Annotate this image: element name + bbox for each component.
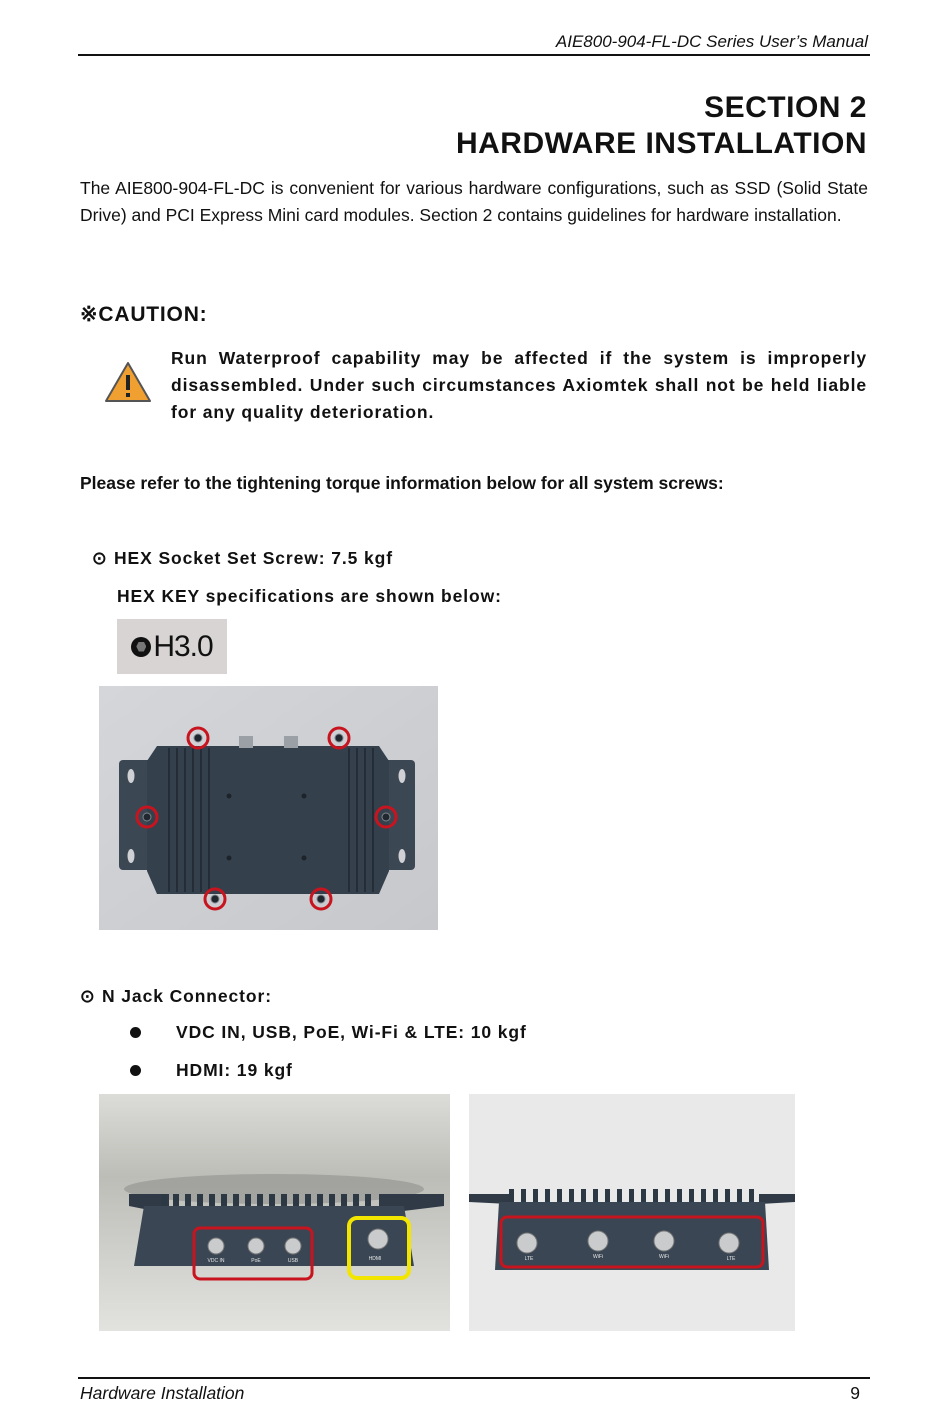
connector-label: LTE: [726, 1256, 736, 1262]
connector-label: USB: [287, 1258, 299, 1264]
torque-note: Please refer to the tightening torque information below for all system screws:: [80, 473, 724, 493]
connector-label: HDMI: [368, 1256, 382, 1262]
footer-divider: [78, 1377, 870, 1379]
device-bottom-photo: [99, 686, 438, 930]
section-number: SECTION 2: [704, 91, 867, 124]
target-bullet-icon: ⊙: [92, 548, 108, 568]
connector-label: WiFi: [593, 1254, 603, 1260]
front-connectors-photo: [99, 1094, 450, 1331]
connector-label: VDC IN: [207, 1258, 225, 1264]
connector-label: PoE: [251, 1258, 261, 1264]
list-item-text: HDMI: 19 kgf: [176, 1060, 293, 1080]
caution-text: Run Waterproof capability may be affected if the system is improperly disassembled. Under such circumstances Axiomtek shall not be held liable for any quality deterioration.: [171, 348, 867, 422]
target-bullet-icon: ⊙: [80, 986, 96, 1006]
hex-screw-heading-text: HEX Socket Set Screw: 7.5 kgf: [114, 548, 393, 568]
connector-label: LTE: [524, 1256, 534, 1262]
connector-label: WiFi: [659, 1254, 669, 1260]
intro-paragraph: The AIE800-904-FL-DC is convenient for various hardware configurations, such as SSD (Solid State Drive) and PCI Express Mini card modules. Section 2 contains guidelines for hardware installation.: [80, 178, 868, 225]
bullet-dot-icon: [130, 1027, 141, 1038]
n-jack-heading: [80, 986, 272, 1007]
hex-socket-icon: [131, 637, 151, 657]
list-item-text: VDC IN, USB, PoE, Wi-Fi & LTE: 10 kgf: [176, 1022, 527, 1042]
header-divider: [78, 54, 870, 56]
page-number: 9: [850, 1383, 860, 1403]
hex-key-badge: [117, 619, 227, 674]
hex-key-subheading: HEX KEY specifications are shown below:: [117, 586, 502, 606]
caution-heading: ※CAUTION:: [80, 303, 208, 326]
footer-chapter: Hardware Installation: [80, 1383, 245, 1403]
bullet-dot-icon: [130, 1065, 141, 1076]
n-jack-heading-text: N Jack Connector:: [102, 986, 272, 1006]
manual-title: AIE800-904-FL-DC Series User’s Manual: [555, 32, 868, 51]
hex-key-size: H3.0: [153, 629, 213, 663]
warning-triangle-icon: [104, 360, 152, 404]
section-name: HARDWARE INSTALLATION: [455, 127, 867, 160]
rear-connectors-photo: [469, 1094, 795, 1331]
section-title: [456, 90, 867, 162]
hex-screw-heading: [92, 548, 393, 569]
